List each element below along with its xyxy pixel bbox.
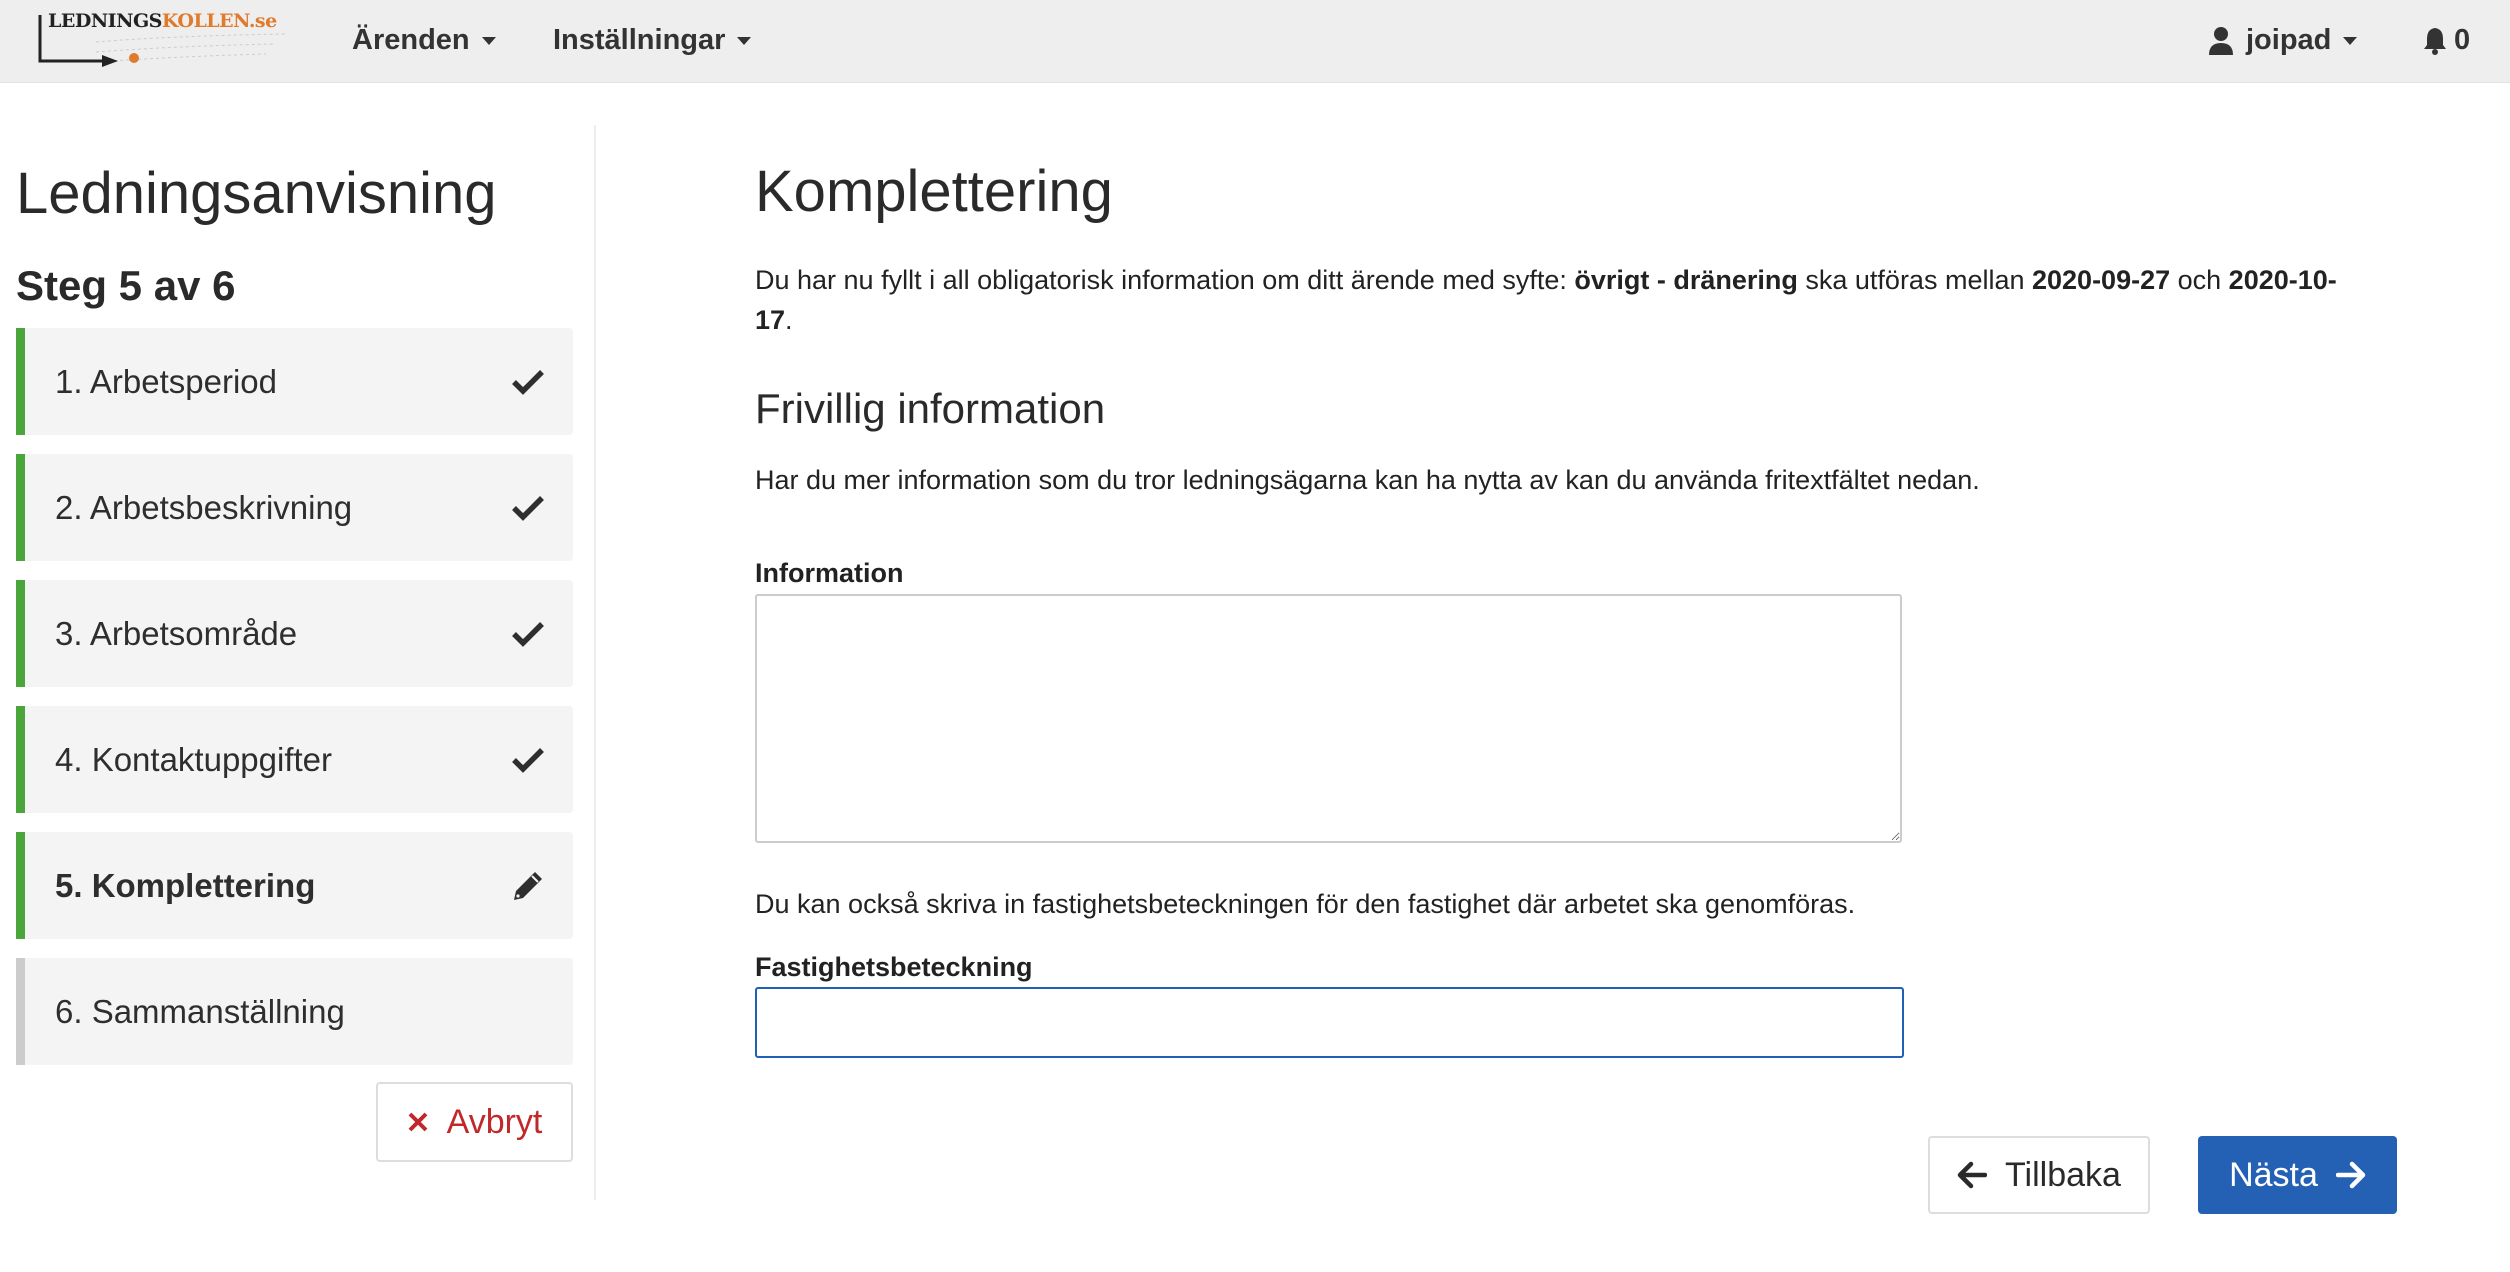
back-label: Tillbaka: [2005, 1155, 2121, 1194]
top-navbar: [0, 0, 2510, 83]
cancel-label: Avbryt: [446, 1102, 543, 1141]
check-icon: [511, 368, 545, 396]
section-text: Har du mer information som du tror ledningsägarna kan ha nytta av kan du använda fritextfältet nedan.: [755, 465, 1980, 495]
property-label: Fastighetsbeteckning: [755, 952, 1033, 982]
pencil-icon: [511, 869, 545, 903]
information-textarea[interactable]: [755, 594, 1902, 843]
section-title: Frivillig information: [755, 385, 1106, 432]
next-label: Nästa: [2229, 1155, 2318, 1194]
property-input[interactable]: [755, 987, 1904, 1058]
sidebar-step[interactable]: [16, 328, 573, 435]
step-label: 3. Arbetsområde: [55, 614, 298, 652]
intro-part: och: [2170, 265, 2229, 295]
step-label: 2. Arbetsbeskrivning: [55, 488, 353, 526]
check-icon: [511, 620, 545, 648]
intro-start-date: 2020-09-27: [2032, 265, 2171, 295]
check-icon: [511, 746, 545, 774]
sidebar-title: Ledningsanvisning: [16, 161, 497, 226]
step-progress: Steg 5 av 6: [16, 262, 236, 309]
logo-text-orange: KOLLEN: [161, 10, 249, 32]
close-icon: [407, 1111, 429, 1133]
caret-down-icon: [2343, 37, 2357, 45]
step-label: 4. Kontaktuppgifter: [55, 740, 333, 778]
sidebar-step[interactable]: [16, 706, 573, 813]
arrow-right-icon: [2336, 1161, 2366, 1189]
logo-graphic-icon: [36, 10, 296, 70]
property-text: Du kan också skriva in fastighetsbeteckningen för den fastighet där arbetet ska genomföras.: [755, 889, 1856, 919]
page-title: Komplettering: [755, 159, 1113, 224]
intro-part: ska utföras mellan: [1797, 265, 2032, 295]
cancel-button[interactable]: [376, 1082, 573, 1162]
sidebar-step[interactable]: [16, 454, 573, 561]
logo-text-suffix: .se: [248, 10, 277, 32]
nav-installningar[interactable]: [553, 24, 751, 57]
vertical-divider: [594, 125, 596, 1200]
sidebar-step[interactable]: [16, 580, 573, 687]
user-menu[interactable]: [2208, 24, 2357, 57]
intro-part: .: [785, 305, 793, 335]
nav-arenden[interactable]: [352, 24, 496, 57]
step-label: 6. Sammanställning: [55, 992, 345, 1030]
logo-text: LEDNINGS: [48, 10, 162, 32]
intro-text: [755, 260, 2345, 340]
sidebar-step[interactable]: [16, 832, 573, 939]
arrow-left-icon: [1957, 1161, 1987, 1189]
intro-end-date: 2020-10-17: [755, 265, 2337, 335]
sidebar-step[interactable]: [16, 958, 573, 1065]
username: joipad: [2246, 24, 2332, 56]
check-icon: [511, 494, 545, 522]
notifications-button[interactable]: [2422, 24, 2470, 57]
nav-label: Ärenden: [352, 24, 470, 56]
bell-icon: [2422, 26, 2448, 56]
caret-down-icon: [482, 37, 496, 45]
intro-part: Du har nu fyllt i all obligatorisk information om ditt ärende med syfte:: [755, 265, 1575, 295]
user-icon: [2208, 26, 2234, 56]
next-button[interactable]: [2198, 1136, 2397, 1214]
notification-count: 0: [2454, 24, 2471, 56]
ledningskollen-logo[interactable]: [36, 10, 296, 70]
step-label: 1. Arbetsperiod: [55, 362, 277, 400]
step-label: 5. Komplettering: [55, 866, 316, 904]
back-button[interactable]: [1928, 1136, 2150, 1214]
information-label: Information: [755, 558, 904, 588]
caret-down-icon: [737, 37, 751, 45]
nav-label: Inställningar: [553, 24, 726, 56]
intro-purpose: övrigt - dränering: [1574, 265, 1798, 295]
